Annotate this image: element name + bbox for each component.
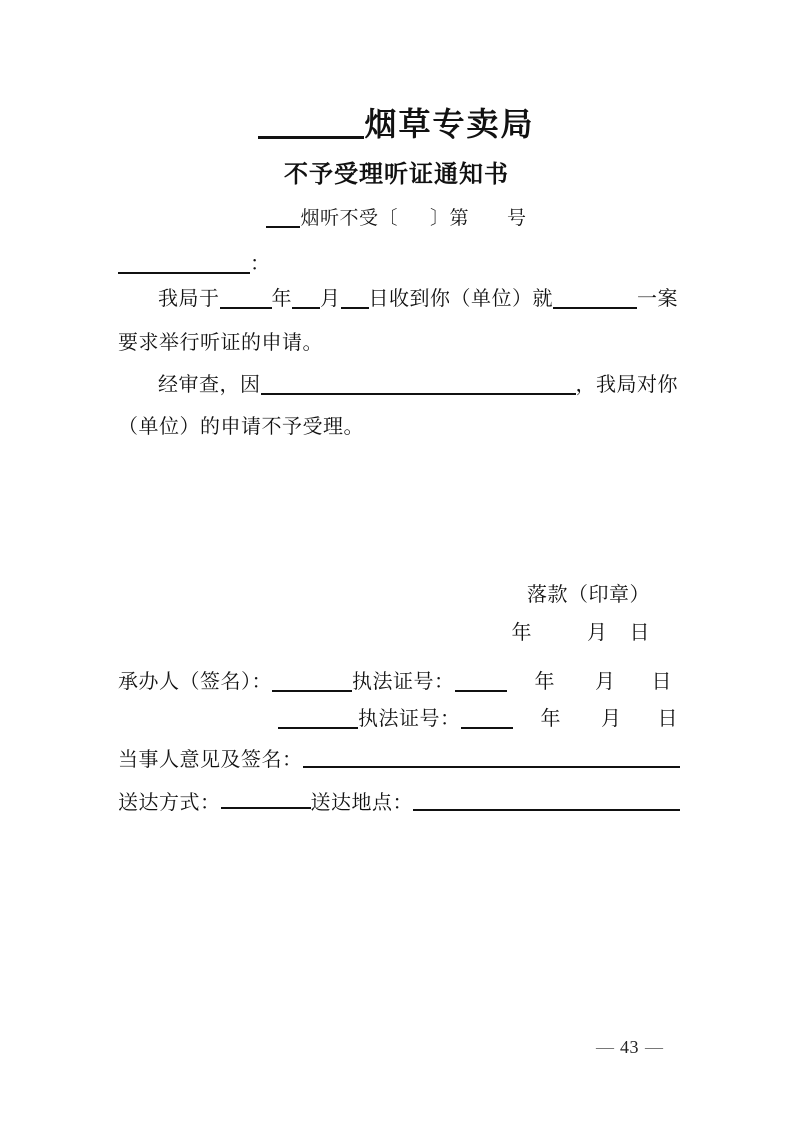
handler-year-label: 年	[534, 671, 555, 693]
bracket-open: 〔	[378, 208, 398, 229]
signoff-month-label: 月	[587, 622, 608, 644]
party-opinion-blank	[303, 766, 681, 768]
cert-number-blank	[461, 727, 513, 729]
cert-number-label: 执法证号：	[358, 708, 461, 730]
para1-text-3: 一案	[637, 288, 678, 310]
party-opinion-label: 当事人意见及签名：	[118, 749, 303, 771]
para1-line2: 要求举行听证的申请。	[118, 332, 323, 354]
doc-no-suffix: 号	[507, 208, 527, 229]
doc-number-line	[0, 207, 793, 231]
delivery-place-blank	[413, 809, 680, 811]
handler-month-label: 月	[595, 671, 616, 693]
doc-no-prefix-blank	[266, 226, 300, 228]
para1-line1	[118, 287, 678, 312]
signoff-day-label: 日	[629, 622, 650, 644]
page-number	[596, 1036, 663, 1059]
doc-title: 不予受理听证通知书	[284, 161, 509, 188]
handler-day-label: 日	[651, 671, 672, 693]
addressee-blank	[118, 272, 250, 274]
case-name-blank	[553, 307, 637, 309]
handler-signature-blank	[272, 690, 352, 692]
day-blank	[341, 307, 369, 309]
handler-label: 承办人（签名）：	[118, 671, 272, 693]
page-number-value: 43	[620, 1037, 639, 1057]
para2-line2: （单位）的申请不予受理。	[118, 416, 364, 438]
para1-text-2: 日收到你（单位）就	[368, 288, 553, 310]
delivery-place-label: 送达地点：	[310, 792, 413, 814]
salutation-line	[118, 252, 271, 277]
handler-day-label: 日	[657, 708, 678, 730]
year-blank	[220, 307, 272, 309]
org-name-blank	[258, 136, 364, 139]
cert-number-label: 执法证号：	[352, 671, 455, 693]
para1-month-label: 月	[320, 288, 341, 310]
para2-text-2: ，我局对你	[575, 374, 678, 396]
doc-no-prefix: 烟听不受	[300, 208, 379, 229]
handler-month-label: 月	[601, 708, 622, 730]
delivery-line	[118, 791, 680, 816]
delivery-method-label: 送达方式：	[118, 792, 221, 814]
handler-line-1	[118, 670, 672, 695]
reason-blank	[261, 393, 576, 395]
doc-no-number-label: 第	[449, 208, 470, 229]
party-opinion-line	[118, 748, 680, 773]
salutation-colon: ：	[250, 253, 271, 275]
para2-line1	[118, 373, 678, 398]
para2-text-1: 经审查，因	[158, 374, 261, 396]
bracket-close: 〕	[429, 208, 450, 229]
signoff-year-label: 年	[511, 622, 532, 644]
page-number-dash: —	[645, 1037, 663, 1057]
delivery-method-blank	[221, 807, 311, 809]
para1-text-1: 我局于	[158, 288, 220, 310]
handler-line-2	[118, 707, 678, 732]
cert-number-blank	[455, 690, 507, 692]
org-title-line	[0, 104, 793, 144]
page-number-dash: —	[596, 1037, 614, 1057]
month-blank	[292, 307, 320, 309]
signoff-date-line	[512, 621, 651, 646]
para1-year-label: 年	[271, 288, 292, 310]
handler-signature-blank	[278, 727, 358, 729]
seal-label: 落款（印章）	[527, 584, 650, 606]
handler-year-label: 年	[540, 708, 561, 730]
org-title-text: 烟草专卖局	[364, 106, 535, 142]
